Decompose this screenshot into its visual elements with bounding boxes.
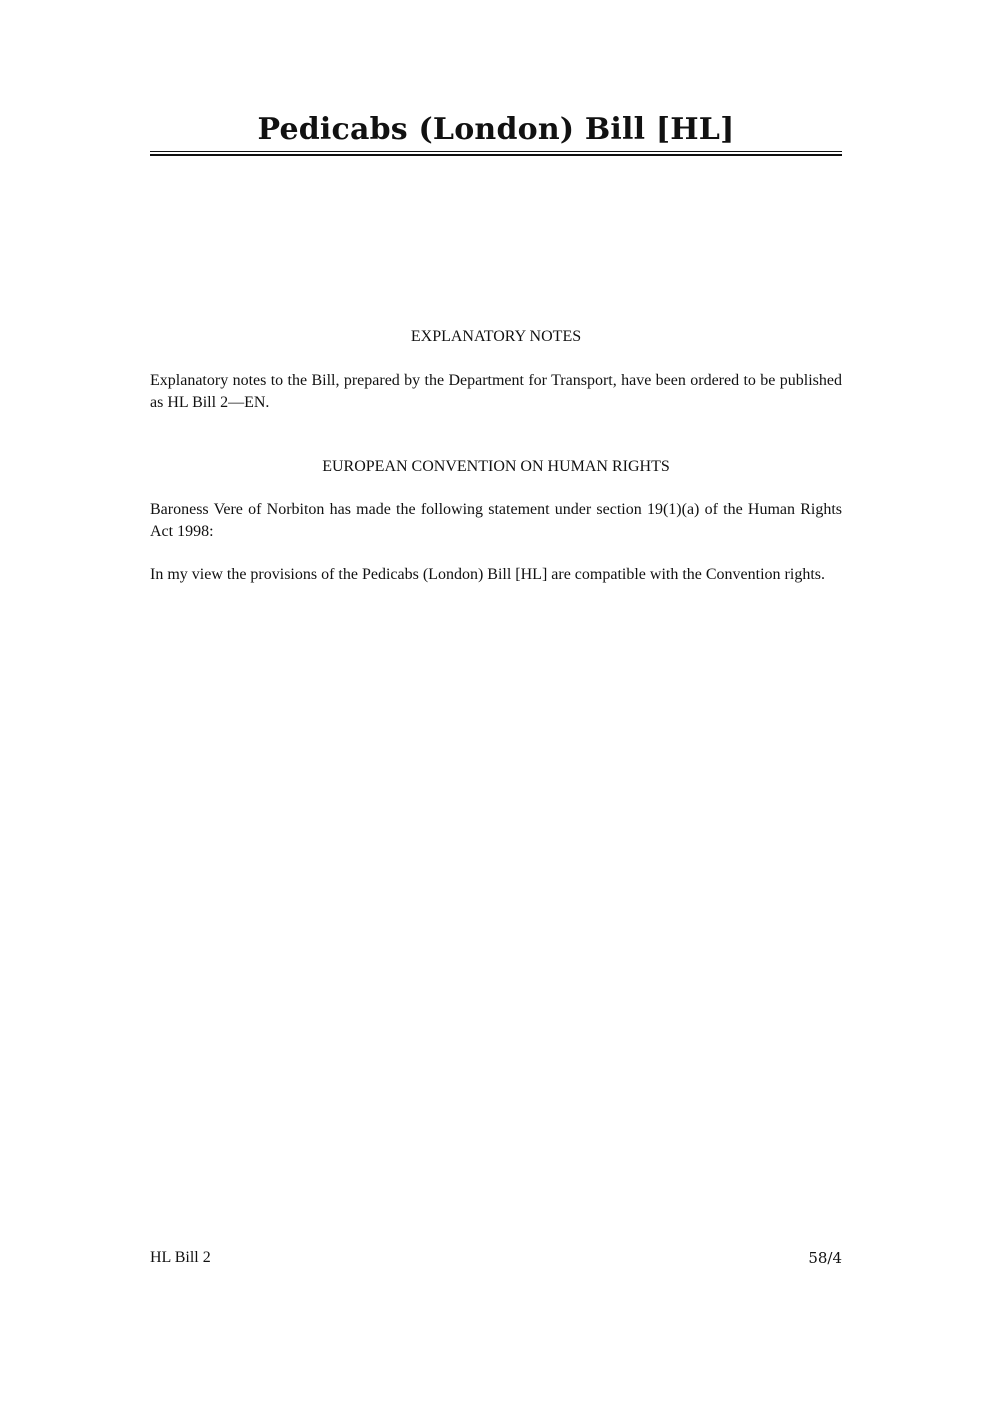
explanatory-notes-paragraph: Explanatory notes to the Bill, prepared by the Department for Transport, have been ordered to be published as HL Bill 2—EN. <box>150 372 842 411</box>
footer-page-ref: 58/4 <box>808 1249 842 1267</box>
echr-compatibility-statement: In my view the provisions of the Pedicabs (London) Bill [HL] are compatible with the Convention rights. <box>150 566 825 583</box>
page-title: Pedicabs (London) Bill [HL] <box>257 112 735 147</box>
section-heading-explanatory-notes: EXPLANATORY NOTES <box>410 328 582 345</box>
footer-bill-number: HL Bill 2 <box>150 1249 211 1266</box>
section-heading-echr: EUROPEAN CONVENTION ON HUMAN RIGHTS <box>322 458 670 475</box>
echr-statement-intro: Baroness Vere of Norbiton has made the following statement under section 19(1)(a) of the Human Rights Act 1998: <box>150 501 842 540</box>
title-double-rule <box>150 151 842 156</box>
